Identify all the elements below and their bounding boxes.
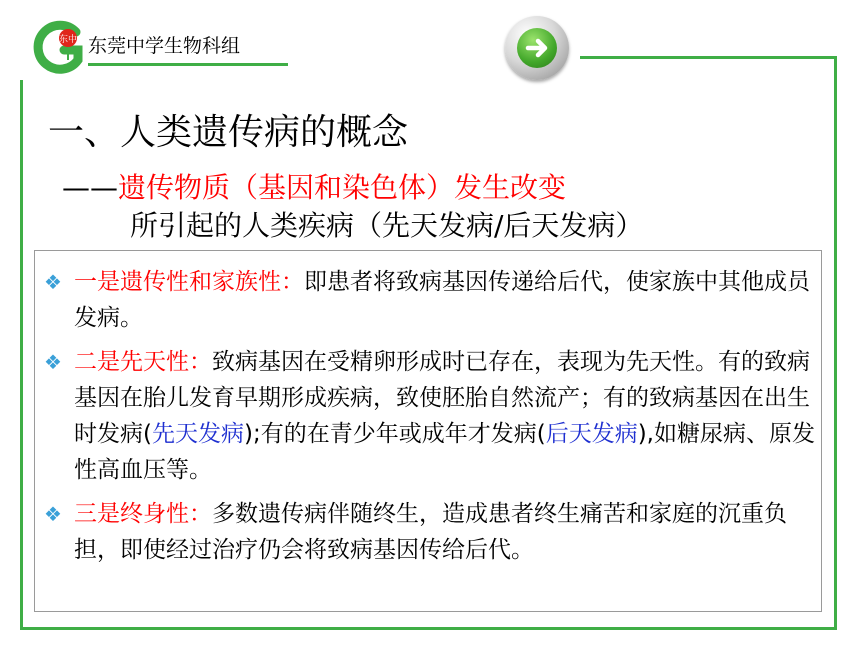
item-text: 致病基因在受精卵形成时已存在，表现为先天性。有的致病基因在胎儿发育早期形成疾病，致使胚胎自然流产；有的致病基因在出生时发病(	[74, 349, 810, 447]
item-label: 二是先天性：	[74, 349, 212, 375]
diamond-bullet-icon: ❖	[44, 502, 62, 526]
diamond-bullet-icon: ❖	[44, 350, 62, 374]
term-acquired: 后天发病	[545, 421, 638, 447]
item-text: );有的在青少年或成年才发病(	[243, 421, 546, 447]
definition-highlight: 遗传物质（基因和染色体）发生改变	[118, 171, 567, 204]
list-item	[44, 496, 822, 568]
frame-top-border	[580, 56, 837, 59]
list-item	[44, 344, 822, 488]
definition-dash: ——	[62, 171, 118, 204]
bullet-list	[44, 264, 822, 576]
definition-line-2: 所引起的人类疾病（先天发病/后天发病）	[130, 209, 644, 242]
logo-text: 东中	[58, 35, 78, 45]
slide-title: 一、人类遗传病的概念	[48, 112, 409, 153]
diamond-bullet-icon: ❖	[44, 270, 62, 294]
list-item	[44, 264, 822, 336]
term-congenital: 先天发病	[151, 421, 244, 447]
arrow-right-icon	[517, 28, 557, 68]
item-text: 多数遗传病伴随终生，造成患者终生痛苦和家庭的沉重负担，即使经过治疗仍会将致病基因传给后代。	[74, 501, 787, 563]
school-logo	[32, 14, 92, 84]
org-name: 东莞中学生物科组	[88, 35, 241, 57]
item-label: 三是终身性：	[74, 501, 212, 527]
item-text: ),如糖尿病、原发性高血压等。	[74, 421, 815, 483]
item-label: 一是遗传性和家族性：	[74, 269, 304, 295]
item-text: 即患者将致病基因传递给后代，使家族中其他成员发病。	[74, 269, 810, 331]
next-slide-button[interactable]	[505, 16, 569, 80]
frame-bottom-border	[20, 627, 837, 630]
definition-line-1	[62, 166, 566, 206]
org-underline	[88, 63, 288, 66]
frame-right-border	[834, 56, 837, 630]
frame-left-border	[20, 80, 23, 630]
